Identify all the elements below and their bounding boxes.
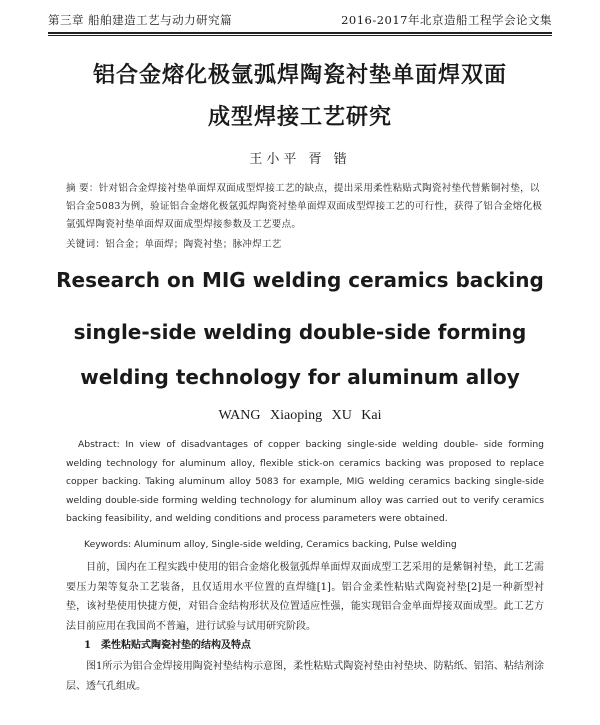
chinese-authors: 王小平 胥 锴 <box>249 152 351 167</box>
chinese-title-line-1: 铝合金熔化极氩弧焊陶瓷衬垫单面焊双面 <box>92 62 507 88</box>
english-abstract: Abstract: In view of disadvantages of copper backing single-side welding double- side forming welding technology for aluminum alloy, flexible stick-on ceramics backing was proposed to replace copper backing. Taking aluminum alloy 5083 for example, MIG welding ceramics backing single-side welding double-side forming welding technology for aluminum alloy was carried out to verify ceramics backing feasibility, and welding conditions and process parameters were obtained. <box>66 439 544 525</box>
running-header <box>48 10 552 30</box>
section-title: 柔性粘贴式陶瓷衬垫的结构及特点 <box>100 640 251 651</box>
chinese-title-line-2: 成型焊接工艺研究 <box>207 104 392 130</box>
chinese-abstract: 摘 要：针对铝合金焊接衬垫单面焊双面成型焊接工艺的缺点，提出采用柔性粘贴式陶瓷衬垫代替紫铜衬垫，以铝合金5083为例，验证铝合金熔化极氩弧焊陶瓷衬垫单面焊双面成型焊接工艺的可行性，获得了铝合金熔化极氩弧焊陶瓷衬垫单面焊双面成型焊接参数及工艺要点。 <box>66 183 543 230</box>
header-rule <box>48 32 552 34</box>
english-keywords: Keywords: Aluminum alloy, Single-side welding, Ceramics backing, Pulse welding <box>84 539 457 550</box>
english-title-line-3: welding technology for aluminum alloy <box>80 365 520 389</box>
header-proceedings: 2016-2017年北京造船工程学会论文集 <box>341 13 552 27</box>
section-heading <box>84 636 251 651</box>
header-rule-thin <box>48 35 552 36</box>
section-number: 1 <box>84 640 91 651</box>
english-title-line-1: Research on MIG welding ceramics backing <box>56 268 544 292</box>
body-paragraph-intro: 目前，国内在工程实践中使用的铝合金熔化极氩弧焊单面焊双面成型工艺采用的是紫铜衬垫，此工艺需要压力架等复杂工艺装备，且仅适用水平位置的直焊缝[1]。铝合金柔性粘贴式陶瓷衬垫[2]是一种新型衬垫，该衬垫使用快捷方便，对铝合金结构形状及位置适应性强，能实现铝合金单面焊接双面成型。此工艺方法目前应用在我国尚不普遍，进行试验与试用研究阶段。 <box>66 562 544 632</box>
english-authors: WANG Xiaoping XU Kai <box>218 408 382 423</box>
english-title-line-2: single-side welding double-side forming <box>73 320 527 344</box>
chinese-keywords: 关键词：铝合金；单面焊；陶瓷衬垫；脉冲焊工艺 <box>66 239 282 250</box>
header-chapter: 第三章 船舶建造工艺与动力研究篇 <box>48 13 233 27</box>
body-paragraph-section-1: 图1所示为铝合金焊接用陶瓷衬垫结构示意图，柔性粘贴式陶瓷衬垫由衬垫块、防粘纸、铝箔、粘结剂涂层、透气孔组成。 <box>66 661 544 692</box>
